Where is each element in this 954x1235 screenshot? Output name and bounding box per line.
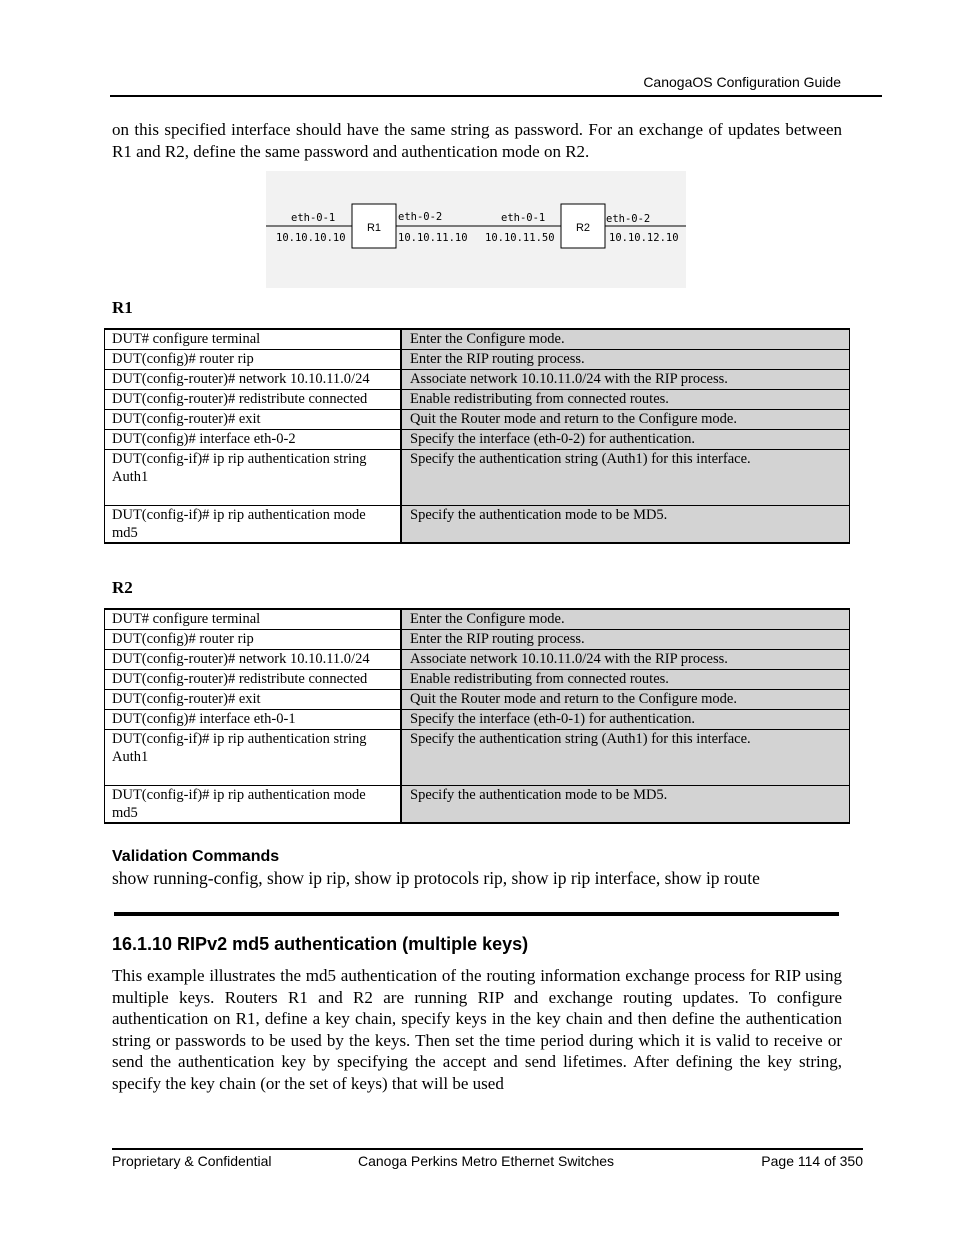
description-cell: Associate network 10.10.11.0/24 with the RIP process.: [401, 649, 850, 669]
description-cell: Specify the authentication mode to be MD5.: [401, 785, 850, 823]
table-row: [105, 689, 850, 709]
description-cell: Enable redistributing from connected routes.: [401, 389, 850, 409]
command-cell: DUT(config)# interface eth-0-1: [105, 709, 402, 729]
table-row: [105, 785, 850, 823]
table-row: [105, 729, 850, 785]
table-row: [105, 649, 850, 669]
r2-section-label: R2: [112, 578, 133, 597]
command-cell: DUT(config-if)# ip rip authentication string Auth1: [105, 449, 402, 505]
description-cell: Associate network 10.10.11.0/24 with the RIP process.: [401, 369, 850, 389]
r1-right-ip: 10.10.11.10: [398, 232, 468, 244]
footer-center: Canoga Perkins Metro Ethernet Switches: [358, 1153, 615, 1169]
description-cell: Enter the RIP routing process.: [401, 349, 850, 369]
description-cell: Enable redistributing from connected routes.: [401, 669, 850, 689]
validation-commands: show running-config, show ip rip, show ip protocols rip, show ip rip interface, show ip route: [112, 868, 760, 888]
command-cell: DUT(config-router)# exit: [105, 689, 402, 709]
command-cell: DUT(config)# router rip: [105, 629, 402, 649]
validation-heading: Validation Commands: [112, 848, 280, 865]
section-separator: [114, 912, 839, 916]
description-cell: Specify the interface (eth-0-1) for authentication.: [401, 709, 850, 729]
table-row: [105, 709, 850, 729]
command-cell: DUT(config-if)# ip rip authentication mode md5: [105, 785, 402, 823]
intro-paragraph: on this specified interface should have the same string as password. For an exchange of updates between R1 and R2, define the same password and authentication mode on R2.: [112, 120, 842, 161]
description-cell: Specify the authentication mode to be MD5.: [401, 505, 850, 543]
description-cell: Enter the Configure mode.: [401, 609, 850, 629]
command-cell: DUT(config)# interface eth-0-2: [105, 429, 402, 449]
header-rule: [110, 95, 882, 97]
description-cell: Enter the Configure mode.: [401, 329, 850, 349]
router-r2-label: R2: [575, 222, 591, 234]
command-cell: DUT(config-if)# ip rip authentication mode md5: [105, 505, 402, 543]
r1-right-interface: eth-0-2: [398, 211, 443, 223]
table-row: [105, 505, 850, 543]
description-cell: Enter the RIP routing process.: [401, 629, 850, 649]
command-cell: DUT(config)# router rip: [105, 349, 402, 369]
table-row: [105, 669, 850, 689]
r1-section-label: R1: [112, 298, 133, 317]
description-cell: Specify the authentication string (Auth1) for this interface.: [401, 729, 850, 785]
table-row: [105, 369, 850, 389]
r2-right-ip: 10.10.12.10: [609, 232, 679, 244]
command-cell: DUT(config-router)# redistribute connected: [105, 669, 402, 689]
description-cell: Quit the Router mode and return to the Configure mode.: [401, 689, 850, 709]
table-row: [105, 409, 850, 429]
section-heading: 16.1.10 RIPv2 md5 authentication (multiple keys): [112, 934, 529, 954]
router-r1-label: R1: [366, 222, 382, 234]
r2-left-interface: eth-0-1: [501, 212, 546, 224]
section-paragraph: This example illustrates the md5 authentication of the routing information exchange process for RIP using multiple keys. Routers R1 and R2 are running RIP and exchange routing updates. To configure authentication on R1, define a key chain, specify keys in the key chain and then define the authentication string or passwords to be used by the keys. Then set the time period during which it is valid to receive or send the authentication key by specifying the accept and send lifetimes. After defining the key string, specify the key chain (or the set of keys) that will be used: [112, 966, 842, 1093]
r1-left-interface: eth-0-1: [291, 212, 336, 224]
table-row: [105, 629, 850, 649]
footer-left: Proprietary & Confidential: [112, 1153, 272, 1169]
table-row: [105, 349, 850, 369]
command-cell: DUT# configure terminal: [105, 329, 402, 349]
table-row: [105, 429, 850, 449]
command-cell: DUT(config-if)# ip rip authentication string Auth1: [105, 729, 402, 785]
r2-right-interface: eth-0-2: [606, 213, 651, 225]
table-row: [105, 449, 850, 505]
r1-left-ip: 10.10.10.10: [276, 232, 346, 244]
table-row: [105, 389, 850, 409]
network-diagram: [266, 171, 686, 288]
command-cell: DUT# configure terminal: [105, 609, 402, 629]
table-row: [105, 609, 850, 629]
table-row: [105, 329, 850, 349]
description-cell: Specify the interface (eth-0-2) for authentication.: [401, 429, 850, 449]
command-cell: DUT(config-router)# exit: [105, 409, 402, 429]
description-cell: Specify the authentication string (Auth1) for this interface.: [401, 449, 850, 505]
description-cell: Quit the Router mode and return to the Configure mode.: [401, 409, 850, 429]
footer-page-number: Page 114 of 350: [761, 1153, 863, 1169]
r2-command-table: [104, 608, 850, 824]
command-cell: DUT(config-router)# network 10.10.11.0/24: [105, 369, 402, 389]
command-cell: DUT(config-router)# network 10.10.11.0/24: [105, 649, 402, 669]
footer-rule: [112, 1148, 863, 1150]
header-title: CanogaOS Configuration Guide: [643, 74, 841, 90]
r2-left-ip: 10.10.11.50: [485, 232, 555, 244]
command-cell: DUT(config-router)# redistribute connected: [105, 389, 402, 409]
r1-command-table: [104, 328, 850, 544]
